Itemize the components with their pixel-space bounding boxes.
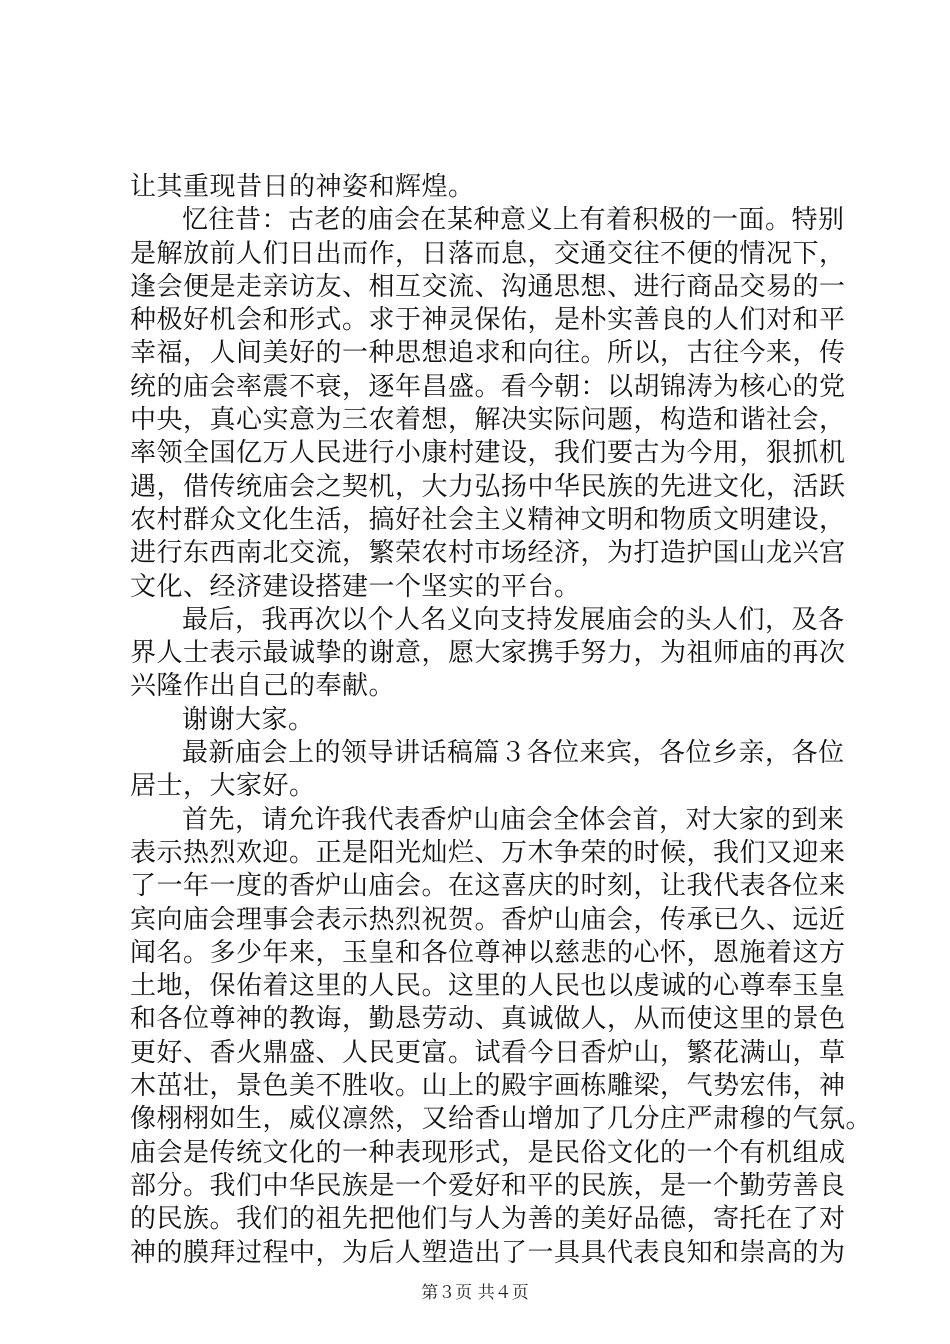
text-line: 忆往昔：古老的庙会在某种意义上有着积极的一面。特别 (182, 205, 845, 236)
body-text (130, 171, 873, 1270)
text-line: 了一年一度的香炉山庙会。在这喜庆的时刻，让我代表各位来 (130, 871, 846, 902)
text-line: 最后，我再次以个人名义向支持发展庙会的头人们，及各 (182, 604, 845, 635)
text-line: 闻名。多少年来，玉皇和各位尊神以慈悲的心怀，恩施着这方 (130, 937, 846, 968)
text-line: 农村群众文化生活，搞好社会主义精神文明和物质文明建设， (130, 504, 846, 535)
text-line: 遇，借传统庙会之契机，大力弘扬中华民族的先进文化，活跃 (130, 471, 846, 502)
text-line: 逢会便是走亲访友、相互交流、沟通思想、进行商品交易的一 (130, 271, 846, 302)
text-line: 谢谢大家。 (182, 704, 315, 735)
text-line: 宾向庙会理事会表示热烈祝贺。香炉山庙会，传承已久、远近 (130, 904, 846, 935)
text-line: 中央，真心实意为三农着想，解决实际问题，构造和谐社会， (130, 405, 846, 436)
text-line: 率领全国亿万人民进行小康村建设，我们要古为今用，狠抓机 (130, 438, 846, 469)
text-line: 是解放前人们日出而作，日落而息，交通交往不便的情况下， (130, 238, 846, 269)
text-line: 首先，请允许我代表香炉山庙会全体会首，对大家的到来 (182, 804, 845, 835)
text-line: 表示热烈欢迎。正是阳光灿烂、万木争荣的时候，我们又迎来 (130, 837, 846, 868)
text-line: 文化、经济建设搭建一个坚实的平台。 (130, 571, 581, 602)
page-number-footer: 第３页 共４页 (421, 1283, 529, 1303)
text-line: 的民族。我们的祖先把他们与人为善的美好品德，寄托在了对 (130, 1204, 846, 1235)
text-line: 像栩栩如生，威仪凛然，又给香山增加了几分庄严肃穆的气氛。 (130, 1104, 873, 1135)
text-line: 和各位尊神的教诲，勤恳劳动、真诚做人，从而使这里的景色 (130, 1004, 846, 1035)
text-line: 部分。我们中华民族是一个爱好和平的民族，是一个勤劳善良 (130, 1170, 846, 1201)
text-line: 让其重现昔日的神姿和辉煌。 (130, 172, 475, 202)
text-line: 兴隆作出自己的奉献。 (130, 671, 396, 702)
text-line: 土地，保佑着这里的人民。这里的人民也以虔诚的心尊奉玉皇 (130, 971, 846, 1002)
text-line: 木茁壮，景色美不胜收。山上的殿宇画栋雕梁，气势宏伟，神 (130, 1071, 846, 1102)
text-line: 最新庙会上的领导讲话稿篇３各位来宾，各位乡亲，各位 (182, 738, 845, 769)
text-line: 界人士表示最诚挚的谢意，愿大家携手努力，为祖师庙的再次 (130, 638, 846, 669)
text-line: 统的庙会率震不衰，逐年昌盛。看今朝：以胡锦涛为核心的党 (130, 371, 846, 402)
text-line: 种极好机会和形式。求于神灵保佑，是朴实善良的人们对和平 (130, 305, 846, 336)
text-line: 居士，大家好。 (130, 771, 316, 802)
text-line: 幸福，人间美好的一种思想追求和向往。所以，古往今来，传 (130, 338, 846, 369)
text-line: 庙会是传统文化的一种表现形式，是民俗文化的一个有机组成 (130, 1137, 846, 1168)
text-line: 进行东西南北交流，繁荣农村市场经济，为打造护国山龙兴宫 (130, 538, 846, 569)
text-line: 更好、香火鼎盛、人民更富。试看今日香炉山，繁花满山，草 (130, 1037, 846, 1068)
text-line: 神的膜拜过程中，为后人塑造出了一具具代表良知和崇高的为 (130, 1237, 846, 1268)
